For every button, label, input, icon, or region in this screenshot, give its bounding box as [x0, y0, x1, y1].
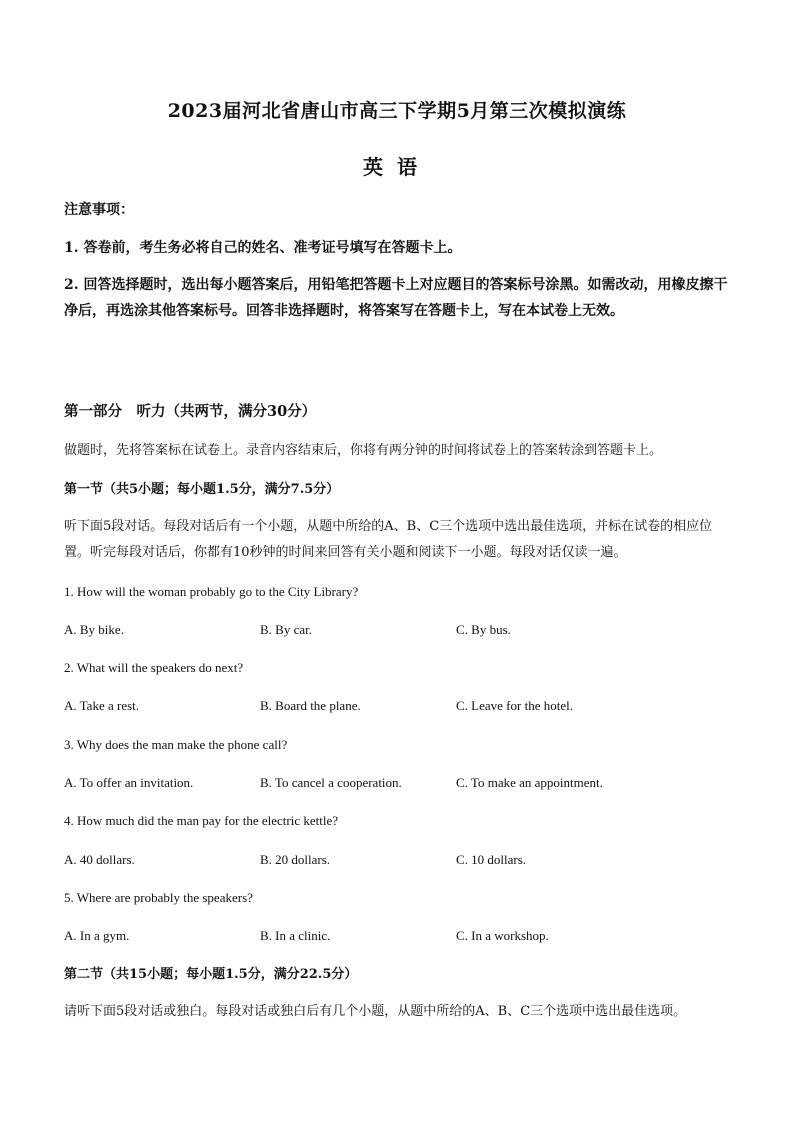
question-3-option-b: B. To cancel a cooperation.	[260, 775, 402, 790]
question-2-option-c: C. Leave for the hotel.	[456, 698, 573, 713]
part1-heading: 第一部分 听力（共两节，满分30分）	[64, 403, 317, 420]
question-3: 3. Why does the man make the phone call?	[64, 737, 288, 752]
question-5-option-a: A. In a gym.	[64, 928, 130, 943]
part1-intro: 做题时，先将答案标在试卷上。录音内容结束后，你将有两分钟的时间将试卷上的答案转涂到答题卡上。	[64, 443, 663, 458]
question-4-option-b: B. 20 dollars.	[260, 852, 331, 867]
question-1-option-a: A. By bike.	[64, 622, 124, 637]
question-2: 2. What will the speakers do next?	[64, 660, 244, 675]
question-3-option-c: C. To make an appointment.	[456, 775, 603, 790]
question-4-option-c: C. 10 dollars.	[456, 852, 527, 867]
section2-heading: 第二节（共15小题；每小题1.5分，满分22.5分）	[64, 967, 358, 982]
exam-title: 2023届河北省唐山市高三下学期5月第三次模拟演练	[167, 100, 627, 122]
question-4: 4. How much did the man pay for the electric kettle?	[64, 813, 338, 828]
question-4-option-a: A. 40 dollars.	[64, 852, 135, 867]
notes-heading: 注意事项：	[64, 202, 134, 218]
section1-heading: 第一节（共5小题；每小题1.5分，满分7.5分）	[64, 482, 340, 497]
question-5-option-b: B. In a clinic.	[260, 928, 331, 943]
note-item-1: 1. 答卷前，考生务必将自己的姓名、准考证号填写在答题卡上。	[64, 240, 462, 256]
question-2-option-b: B. Board the plane.	[260, 698, 361, 713]
question-2-option-a: A. Take a rest.	[64, 698, 140, 713]
question-1: 1. How will the woman probably go to the City Library?	[64, 584, 359, 599]
question-1-option-b: B. By car.	[260, 622, 312, 637]
subject-title: 英语	[363, 155, 431, 179]
section2-instructions: 请听下面5段对话或独白。每段对话或独白后有几个小题，从题中所给的A、B、C三个选项中选出最佳选项。	[64, 1004, 687, 1019]
question-3-option-a: A. To offer an invitation.	[64, 775, 194, 790]
question-1-option-c: C. By bus.	[456, 622, 511, 637]
question-5: 5. Where are probably the speakers?	[64, 890, 253, 905]
note-item-2: 2. 回答选择题时，选出每小题答案后，用铅笔把答题卡上对应题目的答案标号涂黑。如需改动，用橡皮擦干净后，再选涂其他答案标号。回答非选择题时，将答案写在答题卡上，写在本试卷上无效。	[64, 277, 728, 319]
section1-instructions: 听下面5段对话。每段对话后有一个小题，从题中所给的A、B、C三个选项中选出最佳选项，并标在试卷的相应位置。听完每段对话后，你都有10秒钟的时间来回答有关小题和阅读下一小题。每段对话仅读一遍。	[64, 519, 713, 560]
question-5-option-c: C. In a workshop.	[456, 928, 549, 943]
